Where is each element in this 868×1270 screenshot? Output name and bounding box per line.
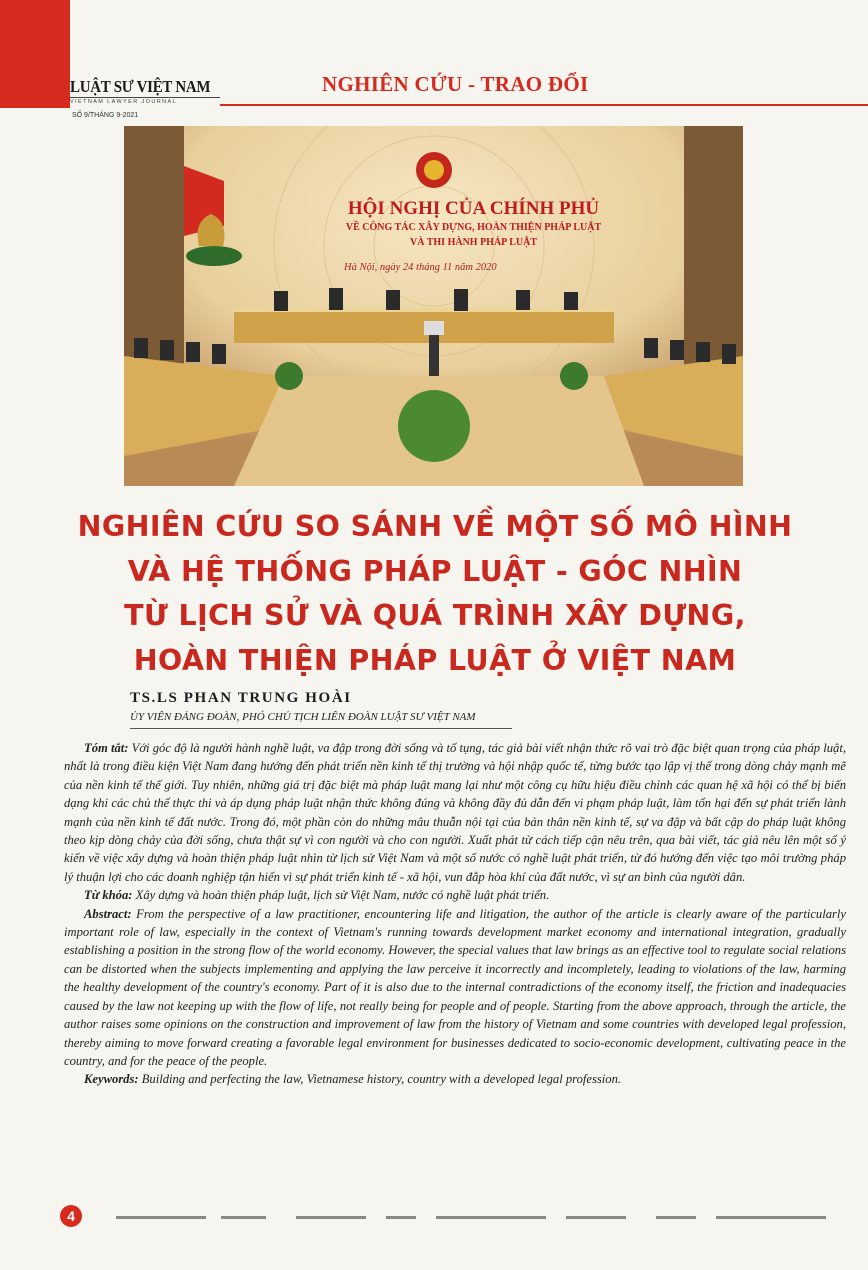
journal-logo — [70, 78, 220, 105]
abstract-block — [64, 739, 846, 1089]
summary-vi-text: Với góc độ là người hành nghề luật, va đập trong đời sống và tố tụng, tác giả bài viết nhận thức rõ vai trò đặc biệt quan trọng của pháp luật, nhất là trong điều kiện Việt Nam đang hướng đến phát triển nền kinh tế thị trường và hội nhập quốc tế, từng bước tạo lập vị thế trong dòng chảy mạnh mẽ của nền kinh tế thế giới. Tuy nhiên, những giá trị đặc biệt mà pháp luật mang lại như một công cụ hữu hiệu điều chỉnh các quan hệ xã hội có thể bị biến dạng khi các chủ thể thực thi và áp dụng pháp luật nhận thức không đúng và không đầy đủ dẫn đến vi phạm pháp luật, làm tổn hại đến sự phát triển lành mạnh của nền kinh tế đất nước. Trong đó, một phần còn do những mâu thuẫn nội tại của bản thân nền kinh tế, sự va đập và bất cập do pháp luật không theo kịp dòng chảy của đời sống, chưa thật sự vì con người và cho con người. Xuất phát từ cách tiếp cận nêu trên, qua bài viết, tác giả nêu lên một số ý kiến về việc xây dựng và hoàn thiện pháp luật nhìn từ lịch sử Việt Nam và một số nước có nghề luật phát triển, từ đó hướng đến việc tạo môi trường pháp lý thuận lợi cho các doanh nghiệp tận hiến vì sự phát triển kinh tế - xã hội, vun đắp hòa khí của đất nước, vì sự an bình của người dân. — [64, 741, 846, 884]
author-role: ỦY VIÊN ĐẢNG ĐOÀN, PHÓ CHỦ TỊCH LIÊN ĐOÀN LUẬT SƯ VIỆT NAM — [130, 711, 476, 723]
banner-date: Hà Nội, ngày 24 tháng 11 năm 2020 — [344, 262, 497, 273]
article-title-line: HOÀN THIỆN PHÁP LUẬT Ở VIỆT NAM — [133, 643, 737, 677]
keywords-vi-text: Xây dựng và hoàn thiện pháp luật, lịch sử Việt Nam, nước có nghề luật phát triển. — [132, 888, 550, 903]
conference-scene — [124, 126, 743, 486]
article-title-line: NGHIÊN CỨU SO SÁNH VỀ MỘT SỐ MÔ HÌNH — [77, 510, 793, 543]
conference-photo — [124, 126, 743, 486]
abstract-en-text: From the perspective of a law practitioner, encountering life and litigation, the author of the article is clearly aware of the particularly important role of law, especially in the context of Vietnam's running towards development market economy and international integration, gradually establishing a position in the strong flow of the world economy. However, the special values that law brings as an effective tool to regulate social relations can be distorted when the subjects implementing and applying the law perceive it incorrectly and incompletely, leading to violations of the law, harming the healthy development of the country's economy. Part of it is also due to the internal contradictions of the economy itself, the friction and inadequacies caused by the law not keeping up with the flow of life, not really being for people and of people. Starting from the above approach, through the article, the author raises some opinions on the construction and improvement of law from the history of Vietnam and some countries with developed legal profession, thereby aiming to move forward creating a favorable legal environment for businesses dedicated to socio-economic development, cultivating peace in the country, and for the peace of the people. — [64, 906, 846, 1068]
journal-logo-sub: VIETNAM LAWYER JOURNAL — [70, 97, 220, 105]
journal-logo-main: LUẬT SƯ VIỆT NAM — [70, 77, 211, 96]
page-number: 4 — [60, 1205, 82, 1227]
keywords-en-label: Keywords: — [84, 1072, 139, 1087]
header-red-strip — [0, 0, 70, 108]
keywords-vi-label: Từ khóa: — [84, 888, 133, 903]
banner-line-3: VÀ THI HÀNH PHÁP LUẬT — [409, 237, 538, 248]
keywords-en-text: Building and perfecting the law, Vietnamese history, country with a developed legal profession. — [138, 1072, 622, 1087]
author-divider — [130, 728, 512, 729]
issue-label: SỐ 9/THÁNG 9-2021 — [72, 112, 139, 119]
author-name: TS.LS PHAN TRUNG HOÀI — [130, 690, 352, 706]
summary-vi — [64, 739, 846, 886]
abstract-en-label: Abstract: — [84, 906, 132, 921]
article-title-line: TỪ LỊCH SỬ VÀ QUÁ TRÌNH XÂY DỰNG, — [124, 599, 746, 632]
header-divider — [220, 104, 868, 106]
keywords-vi — [64, 886, 846, 904]
abstract-en — [64, 905, 846, 1071]
banner-title: HỘI NGHỊ CỦA CHÍNH PHỦ — [347, 198, 600, 219]
banner-line-2: VỀ CÔNG TÁC XÂY DỰNG, HOÀN THIỆN PHÁP LUẬT — [345, 222, 602, 233]
keywords-en — [64, 1070, 846, 1088]
section-title: NGHIÊN CỨU - TRAO ĐỔI — [322, 72, 589, 96]
article-title — [40, 505, 830, 683]
summary-vi-label: Tóm tắt: — [84, 741, 129, 755]
article-title-line: VÀ HỆ THỐNG PHÁP LUẬT - GÓC NHÌN — [127, 554, 743, 588]
footer-decoration — [96, 1212, 836, 1222]
